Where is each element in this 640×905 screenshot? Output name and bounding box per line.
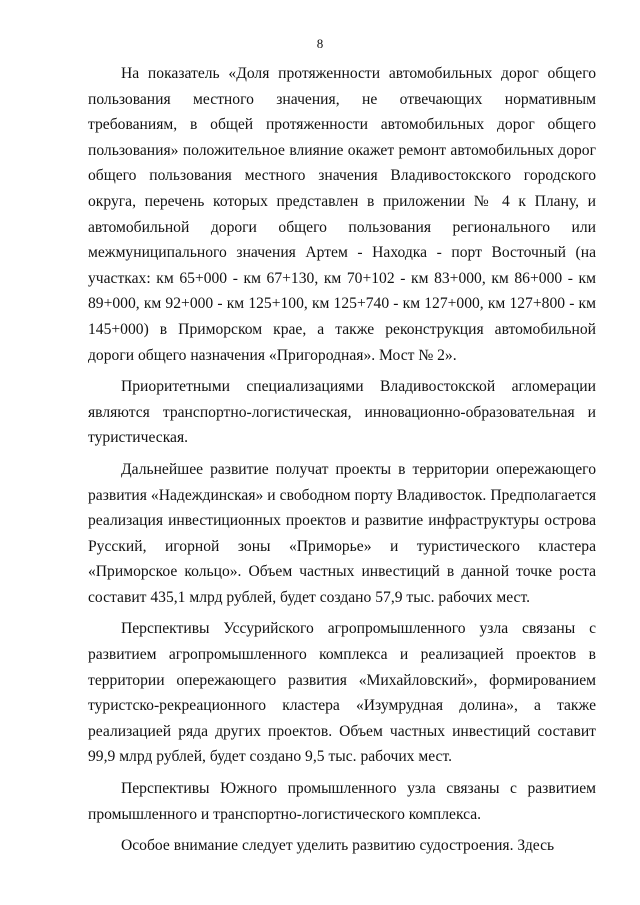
paragraph-road-indicator: На показатель «Доля протяженности автомобильных дорог общего пользования местного значения, не отвечающих нормативным требованиям, в общей протяженности автомобильных дорог общего пользования» положительное влияние окажет ремонт автомобильных дорог общего пользования местного значения Владивостокского городского округа, перечень которых представлен в приложении № 4 к Плану, и автомобильной дороги общего пользования регионального или межмуниципального значения Артем - Находка - порт Восточный (на участках: км 65+000 - км 67+130, км 70+102 - км 83+000, км 86+000 - км 89+000, км 92+000 - км 125+100, км 125+740 - км 127+000, км 127+800 - км 145+000) в Приморском крае, а также реконструкция автомобильной дороги общего назначения «Пригородная». Мост № 2».: [88, 65, 596, 364]
paragraph-southern-industrial-node: Перспективы Южного промышленного узла связаны с развитием промышленного и транспортно-логистического комплекса.: [88, 780, 596, 823]
paragraph-agglomeration-specializations: Приоритетными специализациями Владивостокской агломерации являются транспортно-логистическая, инновационно-образовательная и туристическая.: [88, 378, 596, 447]
paragraph-development-projects: Дальнейшее развитие получат проекты в территории опережающего развития «Надеждинская» и свободном порту Владивосток. Предполагается реализация инвестиционных проектов и развитие инфраструктуры острова Русский, игорной зоны «Приморье» и туристического кластера «Приморское кольцо». Объем частных инвестиций в данной точке роста составит 435,1 млрд рублей, будет создано 57,9 тыс. рабочих мест.: [88, 460, 596, 606]
paragraph-shipbuilding: Особое внимание следует уделить развитию судостроения. Здесь: [121, 837, 555, 855]
document-body: [88, 61, 596, 865]
page-number: 8: [316, 36, 324, 51]
paragraph-ussuriysk-prospects: Перспективы Уссурийского агропромышленного узла связаны с развитием агропромышленного комплекса и реализацией проектов в территории опережающего развития «Михайловский», формированием туристско-рекреационного кластера «Изумрудная долина», а также реализацией ряда других проектов. Объем частных инвестиций составит 99,9 млрд рублей, будет создано 9,5 тыс. рабочих мест.: [88, 620, 596, 766]
